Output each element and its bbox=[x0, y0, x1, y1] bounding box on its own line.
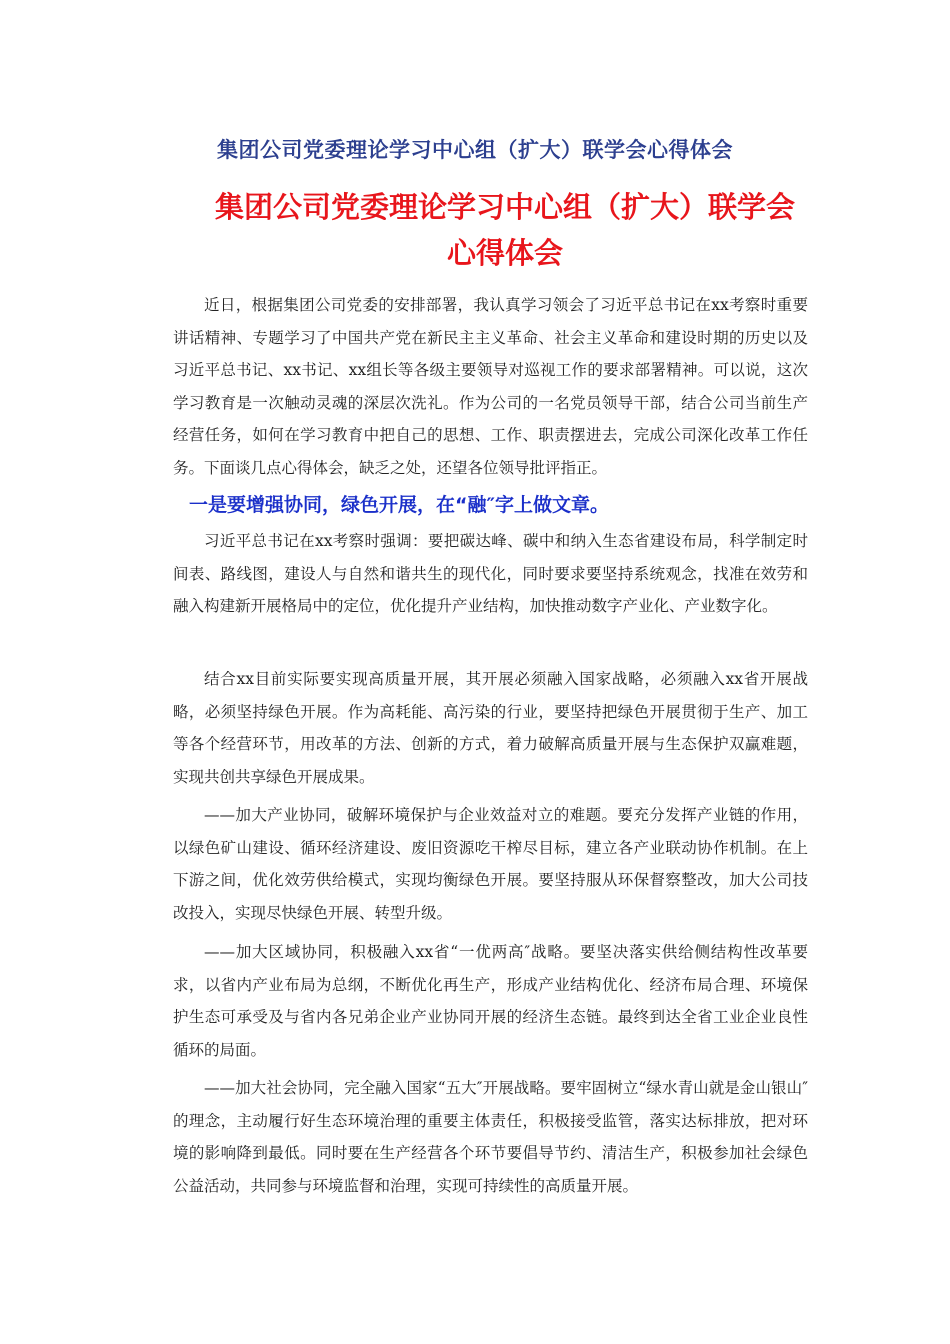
title-line-2: 心得体会 bbox=[446, 236, 563, 270]
body-paragraph: 结合xx目前实际要实现高质量开展，其开展必须融入国家战略，必须融入xx省开展战略，必须坚持绿色开展。作为高耗能、高污染的行业，要坚持把绿色开展贯彻于生产、加工等各个经营环节，用改革的方法、创新的方式，着力破解高质量开展与生态保护双赢难题，实现共创共享绿色开展成果。 bbox=[173, 670, 808, 786]
intro-paragraph: 近日，根据集团公司党委的安排部署，我认真学习领会了习近平总书记在xx考察时重要讲话精神、专题学习了中国共产党在新民主主义革命、社会主义革命和建设时期的历史以及习近平总书记、xx书记、xx组长等各级主要领导对巡视工作的要求部署精神。可以说，这次学习教育是一次触动灵魂的深层次洗礼。作为公司的一名党员领导干部，结合公司当前生产经营任务，如何在学习教育中把自己的思想、工作、职责摆进去，完成公司深化改革工作任务。下面谈几点心得体会，缺乏之处，还望各位领导批评指正。 bbox=[173, 296, 808, 477]
page-title bbox=[180, 184, 830, 276]
section-heading: 一是要增强协同，绿色开展，在“融″字上做文章。 bbox=[189, 494, 609, 516]
body-paragraph: ——加大区域协同，积极融入xx省“一优两高″战略。要坚决落实供给侧结构性改革要求，以省内产业布局为总纲，不断优化再生产，形成产业结构优化、经济布局合理、环境保护生态可承受及与省内各兄弟企业产业协同开展的经济生态链。最终到达全省工业企业良性循环的局面。 bbox=[173, 943, 808, 1059]
body-paragraph: ——加大社会协同，完全融入国家“五大″开展战略。要牢固树立“绿水青山就是金山银山″的理念，主动履行好生态环境治理的重要主体责任，积极接受监管，落实达标排放，把对环境的影响降到最低。同时要在生产经营各个环节要倡导节约、清洁生产，积极参加社会绿色公益活动，共同参与环境监督和治理，实现可持续性的高质量开展。 bbox=[173, 1079, 808, 1195]
body-paragraph: 习近平总书记在xx考察时强调：要把碳达峰、碳中和纳入生态省建设布局，科学制定时间表、路线图，建设人与自然和谐共生的现代化，同时要求要坚持系统观念，找准在效劳和融入构建新开展格局中的定位，优化提升产业结构，加快推动数字产业化、产业数字化。 bbox=[173, 532, 808, 615]
document-header: 集团公司党委理论学习中心组（扩大）联学会心得体会 bbox=[217, 138, 733, 162]
title-line-1: 集团公司党委理论学习中心组（扩大）联学会 bbox=[214, 190, 795, 224]
body-paragraph: ——加大产业协同，破解环境保护与企业效益对立的难题。要充分发挥产业链的作用，以绿色矿山建设、循环经济建设、废旧资源吃干榨尽目标，建立各产业联动协作机制。在上下游之间，优化效劳供给模式，实现均衡绿色开展。要坚持服从环保督察整改，加大公司技改投入，实现尽快绿色开展、转型升级。 bbox=[173, 806, 808, 922]
